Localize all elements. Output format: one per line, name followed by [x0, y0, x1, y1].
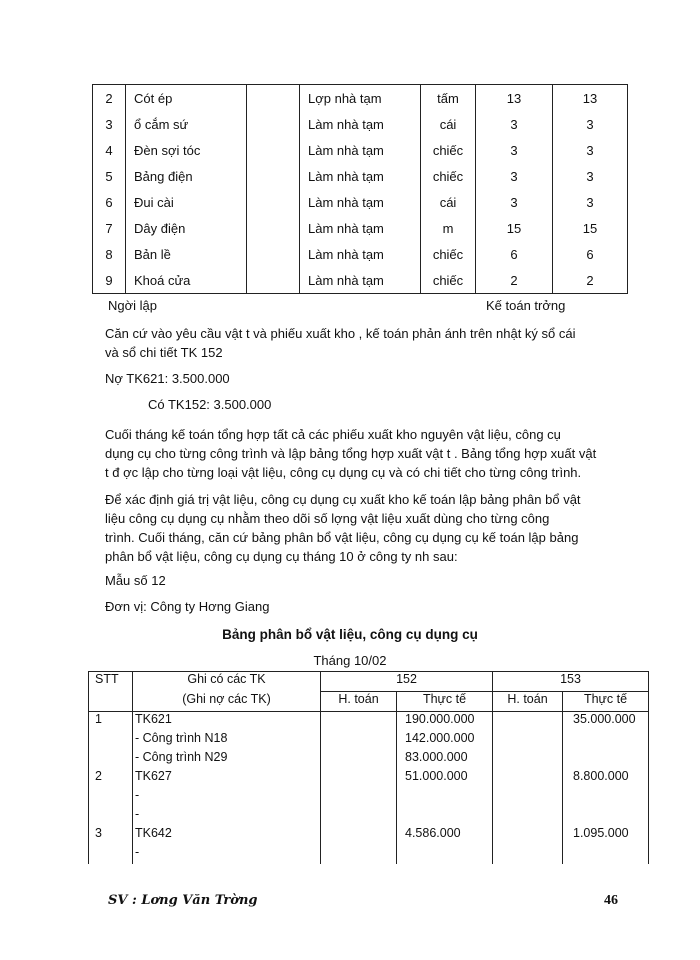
row-unit: tấm: [421, 85, 476, 112]
row-name: Bản lề: [126, 241, 247, 267]
header-152-accounting: H. toán: [321, 692, 397, 712]
header-debit-accounts: (Ghi nợ các TK): [133, 692, 321, 712]
row-qty-requested: 3: [476, 137, 553, 163]
materials-table: [92, 84, 628, 294]
header-account-153: 153: [493, 672, 649, 692]
row-153-accounting: [493, 807, 563, 826]
table-row: [93, 267, 628, 294]
row-153-actual: [563, 750, 649, 769]
paragraph-1-line-2: và sổ chi tiết TK 152: [105, 345, 223, 360]
row-name: Cót ép: [126, 85, 247, 112]
header-stt-empty: [89, 692, 133, 712]
row-qty-issued: 3: [553, 163, 628, 189]
row-153-accounting: [493, 750, 563, 769]
row-153-actual: 8.800.000: [563, 769, 649, 788]
row-qty-issued: 3: [553, 189, 628, 215]
row-unit: m: [421, 215, 476, 241]
row-153-accounting: [493, 826, 563, 845]
row-qty-requested: 15: [476, 215, 553, 241]
row-stt: 3: [93, 111, 126, 137]
table-row: [89, 750, 649, 769]
row-use: Làm nhà tạm: [300, 215, 421, 241]
row-unit: cái: [421, 189, 476, 215]
table-row: [93, 137, 628, 163]
row-153-accounting: [493, 712, 563, 732]
row-152-accounting: [321, 807, 397, 826]
table-row: [89, 826, 649, 845]
row-stt: 2: [89, 769, 133, 788]
row-qty-requested: 3: [476, 189, 553, 215]
row-152-actual: [397, 788, 493, 807]
row-unit: chiếc: [421, 137, 476, 163]
paragraph-3-line-3: trình. Cuối tháng, căn cứ bảng phân bổ vật liệu, công cụ dụng cụ kế toán lập bảng: [105, 530, 579, 545]
row-name: ổ cắm sứ: [126, 111, 247, 137]
row-stt: [89, 731, 133, 750]
row-unit: chiếc: [421, 163, 476, 189]
row-152-actual: [397, 807, 493, 826]
header-account-152: 152: [321, 672, 493, 692]
row-qty-issued: 3: [553, 111, 628, 137]
row-blank: [247, 111, 300, 137]
table-row: [93, 215, 628, 241]
paragraph-3-line-4: phân bổ vật liệu, công cụ dụng cụ tháng 10 ở công ty nh sau:: [105, 549, 458, 564]
row-stt: 5: [93, 163, 126, 189]
row-use: Làm nhà tạm: [300, 111, 421, 137]
row-152-accounting: [321, 845, 397, 864]
row-name: Khoá cửa: [126, 267, 247, 294]
row-use: Làm nhà tạm: [300, 137, 421, 163]
row-153-actual: [563, 807, 649, 826]
row-qty-requested: 13: [476, 85, 553, 112]
row-153-accounting: [493, 788, 563, 807]
row-152-accounting: [321, 712, 397, 732]
row-name: Đui cài: [126, 189, 247, 215]
row-blank: [247, 189, 300, 215]
table-row: [93, 85, 628, 112]
header-credit-accounts: Ghi có các TK: [133, 672, 321, 692]
paragraph-2-line-1: Cuối tháng kế toán tổng hợp tất cả các phiếu xuất kho nguyên vật liệu, công cụ: [105, 427, 561, 442]
row-153-actual: [563, 731, 649, 750]
form-number: Mẫu số 12: [105, 573, 166, 588]
row-stt: 2: [93, 85, 126, 112]
row-qty-issued: 3: [553, 137, 628, 163]
table-row: [93, 241, 628, 267]
header-153-accounting: H. toán: [493, 692, 563, 712]
paragraph-1-line-1: Căn cứ vào yêu cầu vật t và phiếu xuất kho , kế toán phản ánh trên nhật ký sổ cái: [105, 326, 576, 341]
table-row: [89, 769, 649, 788]
row-153-accounting: [493, 731, 563, 750]
paragraph-3-line-1: Để xác định giá trị vật liệu, công cụ dụng cụ xuất kho kế toán lập bảng phân bổ vật: [105, 492, 581, 507]
row-153-accounting: [493, 845, 563, 864]
row-152-actual: 190.000.000: [397, 712, 493, 732]
header-153-actual: Thực tế: [563, 692, 649, 712]
row-153-actual: [563, 788, 649, 807]
table-row: [93, 189, 628, 215]
table-row: [89, 807, 649, 826]
row-unit: cái: [421, 111, 476, 137]
row-unit: chiếc: [421, 267, 476, 294]
row-152-actual: 51.000.000: [397, 769, 493, 788]
company-unit: Đơn vị: Công ty Hơng Giang: [105, 599, 270, 614]
allocation-table-title: Bảng phân bổ vật liệu, công cụ dụng cụ: [222, 627, 478, 642]
row-stt: 8: [93, 241, 126, 267]
row-152-accounting: [321, 788, 397, 807]
row-153-actual: [563, 845, 649, 864]
row-name: Đèn sợi tóc: [126, 137, 247, 163]
row-stt: 3: [89, 826, 133, 845]
row-use: Làm nhà tạm: [300, 189, 421, 215]
row-qty-issued: 2: [553, 267, 628, 294]
row-152-accounting: [321, 750, 397, 769]
footer-author: SV : Lơng Văn Trờng: [108, 893, 258, 908]
row-blank: [247, 85, 300, 112]
row-stt: [89, 807, 133, 826]
row-use: Làm nhà tạm: [300, 267, 421, 294]
row-152-accounting: [321, 731, 397, 750]
row-152-actual: [397, 845, 493, 864]
page-number: 46: [604, 893, 618, 908]
allocation-table-month: Tháng 10/02: [313, 653, 387, 668]
row-stt: 6: [93, 189, 126, 215]
row-name: Dây điện: [126, 215, 247, 241]
signature-preparer: Ngời lập: [108, 298, 157, 313]
row-account: - Công trình N18: [133, 731, 321, 750]
allocation-table: [88, 671, 649, 864]
row-152-actual: 83.000.000: [397, 750, 493, 769]
row-stt: 9: [93, 267, 126, 294]
debit-entry: Nợ TK621: 3.500.000: [105, 371, 230, 386]
row-152-accounting: [321, 769, 397, 788]
row-stt: [89, 750, 133, 769]
row-qty-issued: 6: [553, 241, 628, 267]
row-153-actual: 35.000.000: [563, 712, 649, 732]
row-use: Làm nhà tạm: [300, 241, 421, 267]
row-qty-requested: 6: [476, 241, 553, 267]
row-use: Lợp nhà tạm: [300, 85, 421, 112]
row-blank: [247, 241, 300, 267]
row-qty-requested: 3: [476, 111, 553, 137]
row-account: - Công trình N29: [133, 750, 321, 769]
row-blank: [247, 267, 300, 294]
row-stt: 4: [93, 137, 126, 163]
table-row: [89, 712, 649, 732]
row-account: -: [133, 788, 321, 807]
paragraph-2-line-3: t đ ợc lập cho từng loại vật liệu, công cụ dụng cụ và có chi tiết cho từng công trình.: [105, 465, 582, 480]
row-account: TK642: [133, 826, 321, 845]
row-qty-issued: 15: [553, 215, 628, 241]
row-152-actual: 142.000.000: [397, 731, 493, 750]
row-152-actual: 4.586.000: [397, 826, 493, 845]
table-row: [89, 788, 649, 807]
row-unit: chiếc: [421, 241, 476, 267]
header-152-actual: Thực tế: [397, 692, 493, 712]
signature-chief-accountant: Kế toán trởng: [486, 298, 566, 313]
paragraph-2-line-2: dụng cụ cho từng công trình và lập bảng tổng hợp xuất vật t . Bảng tổng hợp xuất vật: [105, 446, 597, 461]
header-stt: STT: [89, 672, 133, 692]
row-use: Làm nhà tạm: [300, 163, 421, 189]
row-153-actual: 1.095.000: [563, 826, 649, 845]
table-row: [89, 731, 649, 750]
table-row: [93, 163, 628, 189]
row-qty-issued: 13: [553, 85, 628, 112]
table-row: [93, 111, 628, 137]
row-stt: 7: [93, 215, 126, 241]
row-153-accounting: [493, 769, 563, 788]
row-account: TK627: [133, 769, 321, 788]
credit-entry: Có TK152: 3.500.000: [148, 397, 272, 412]
table-row: [89, 845, 649, 864]
row-stt: [89, 788, 133, 807]
row-account: -: [133, 845, 321, 864]
row-blank: [247, 163, 300, 189]
row-blank: [247, 215, 300, 241]
row-account: -: [133, 807, 321, 826]
row-qty-requested: 3: [476, 163, 553, 189]
row-account: TK621: [133, 712, 321, 732]
row-stt: 1: [89, 712, 133, 732]
row-152-accounting: [321, 826, 397, 845]
row-stt: [89, 845, 133, 864]
row-blank: [247, 137, 300, 163]
paragraph-3-line-2: liệu công cụ dụng cụ nhằm theo dõi số lợng vật liệu xuất dùng cho từng công: [105, 511, 550, 526]
row-name: Bảng điện: [126, 163, 247, 189]
row-qty-requested: 2: [476, 267, 553, 294]
